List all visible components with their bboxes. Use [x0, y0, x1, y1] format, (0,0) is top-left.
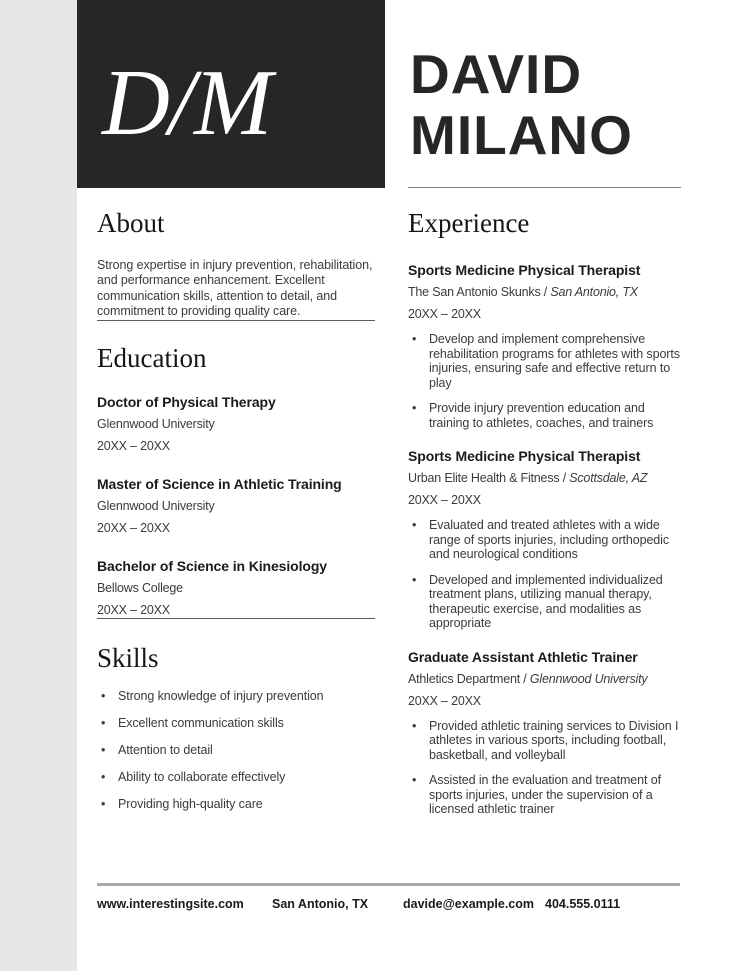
- job-location: San Antonio, TX: [550, 285, 638, 299]
- job-entry: [408, 262, 680, 430]
- education-entry: [97, 394, 375, 454]
- job-bullet-list: [408, 719, 680, 817]
- job-bullet: [408, 573, 680, 631]
- job-bullet-text: Assisted in the evaluation and treatment of sports injuries, under the supervision of a licensed athletic trainer: [429, 773, 661, 816]
- job-org-line: [408, 285, 680, 300]
- org-location-separator: /: [540, 285, 551, 299]
- skill-item-text: Ability to collaborate effectively: [118, 769, 286, 784]
- job-bullet: [408, 518, 680, 562]
- education-entry: [97, 476, 375, 536]
- education-dates: 20XX – 20XX: [97, 602, 170, 617]
- skills-list: [97, 689, 375, 812]
- monogram-text: D/M: [102, 51, 272, 155]
- skill-item-text: Strong knowledge of injury prevention: [118, 688, 324, 703]
- job-bullet-text: Evaluated and treated athletes with a wide range of sports injuries, including orthopedic and neurological conditions: [429, 518, 669, 561]
- left-column: [97, 0, 375, 812]
- job-bullet-list: [408, 332, 680, 430]
- job-dates: 20XX – 20XX: [408, 693, 481, 708]
- skill-item: [97, 689, 375, 704]
- job-organization: Urban Elite Health & Fitness: [408, 471, 560, 485]
- about-heading: About: [97, 208, 165, 238]
- education-dates: 20XX – 20XX: [97, 520, 170, 535]
- job-bullet: [408, 332, 680, 390]
- job-dates: 20XX – 20XX: [408, 307, 481, 321]
- education-entries: [97, 394, 375, 618]
- job-bullet-text: Develop and implement comprehensive rehabilitation programs for athletes with sports injuries, ensuring safe and effective return to play: [429, 332, 680, 390]
- skill-item: [97, 797, 375, 812]
- skill-item-text: Excellent communication skills: [118, 715, 284, 730]
- footer: [97, 897, 680, 917]
- education-entry: [97, 558, 375, 618]
- education-heading: Education: [97, 342, 207, 373]
- job-dates: 20XX – 20XX: [408, 493, 481, 507]
- degree-title: Doctor of Physical Therapy: [97, 393, 276, 410]
- degree-title: Bachelor of Science in Kinesiology: [97, 557, 327, 574]
- school-name: Glennwood University: [97, 498, 215, 513]
- job-bullet-text: Developed and implemented individualized treatment plans, utilizing manual therapy, therapeutic exercise, and modalities as appropriate: [429, 572, 663, 630]
- footer-divider: [97, 883, 680, 886]
- job-location: Glennwood University: [529, 671, 648, 686]
- job-location: Scottsdale, AZ: [569, 471, 648, 485]
- job-title: Sports Medicine Physical Therapist: [408, 262, 641, 278]
- skill-item-text: Attention to detail: [118, 742, 213, 757]
- right-column: [408, 0, 680, 817]
- job-entry: [408, 649, 680, 817]
- job-bullet-text: Provide injury prevention education and training to athletes, coaches, and trainers: [429, 401, 654, 430]
- job-org-line: [408, 672, 680, 687]
- skill-item: [97, 770, 375, 785]
- experience-heading: Experience: [408, 208, 530, 238]
- education-dates: 20XX – 20XX: [97, 438, 170, 453]
- job-bullet: [408, 719, 680, 763]
- job-title: Graduate Assistant Athletic Trainer: [408, 648, 638, 665]
- section-divider: [97, 618, 375, 619]
- footer-location: San Antonio, TX: [272, 897, 369, 911]
- job-title: Sports Medicine Physical Therapist: [408, 448, 641, 464]
- degree-title: Master of Science in Athletic Training: [97, 475, 342, 492]
- school-name: Bellows College: [97, 580, 183, 595]
- school-name: Glennwood University: [97, 416, 215, 431]
- skill-item: [97, 716, 375, 731]
- footer-phone: 404.555.0111: [545, 897, 621, 911]
- job-organization: The San Antonio Skunks: [408, 285, 541, 299]
- experience-jobs: [408, 262, 680, 817]
- job-org-line: [408, 471, 680, 486]
- skill-item: [97, 743, 375, 758]
- job-bullet-list: [408, 518, 680, 631]
- section-divider: [97, 320, 375, 321]
- footer-email: davide@example.com: [403, 897, 534, 911]
- footer-website: www.interestingsite.com: [97, 897, 244, 911]
- job-bullet: [408, 773, 680, 817]
- job-bullet-text: Provided athletic training services to Division I athletes in various sports, including football, basketball, and volleyball: [429, 718, 679, 762]
- about-text: Strong expertise in injury prevention, rehabilitation, and performance enhancement. Excellent communication skills, attention to detail, and commitment to providing quality care.: [97, 258, 373, 319]
- name-line-2: MILANO: [410, 104, 633, 166]
- org-location-separator: /: [520, 671, 530, 686]
- job-organization: Athletics Department: [408, 671, 521, 686]
- page-margin-strip: [0, 0, 77, 971]
- name-line-1: DAVID: [410, 43, 583, 105]
- skill-item-text: Providing high-quality care: [118, 796, 263, 811]
- skills-heading: Skills: [97, 642, 159, 673]
- job-bullet: [408, 401, 680, 430]
- job-entry: [408, 448, 680, 631]
- org-location-separator: /: [559, 471, 570, 485]
